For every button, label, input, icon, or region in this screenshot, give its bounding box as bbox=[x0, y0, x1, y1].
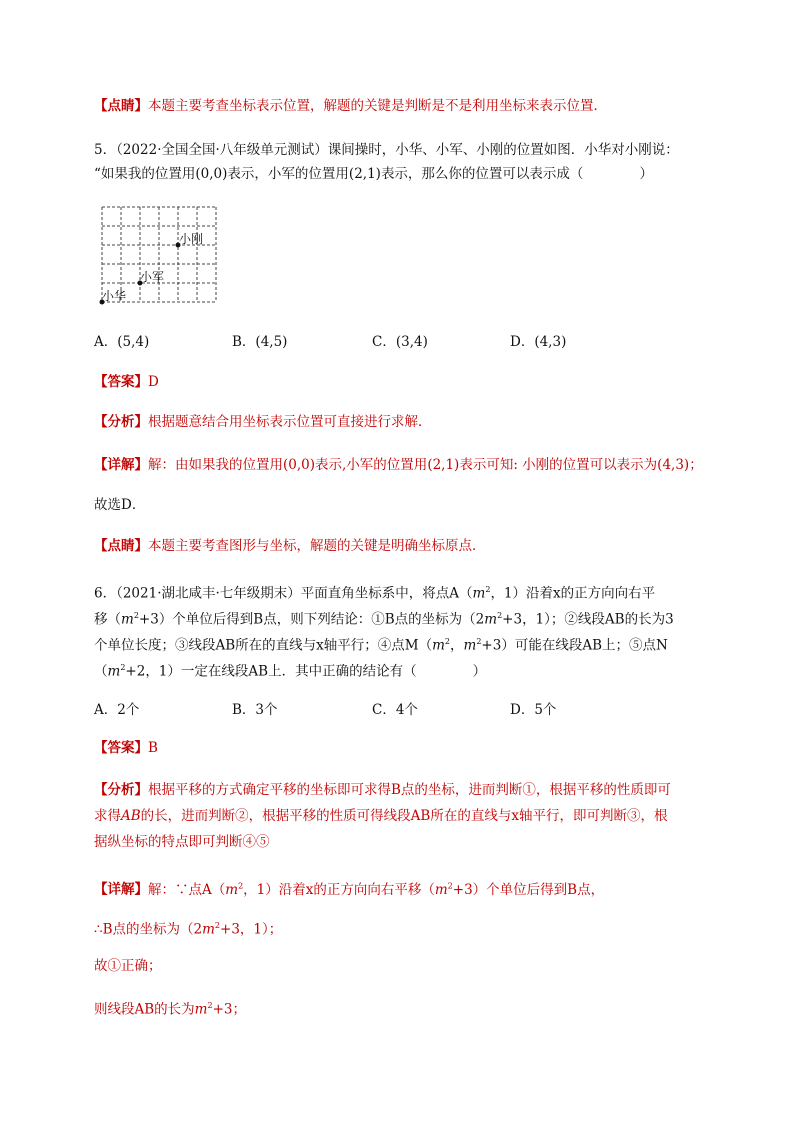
xiaojun-label: 小军 bbox=[140, 270, 165, 284]
q6-stem-line4: （$m^2+2$，1）一定在线段AB上．其中正确的结论有（ ） bbox=[94, 663, 487, 680]
q6-answer-line: 【答案】B bbox=[94, 740, 158, 756]
q6-analysis-line2: 求得AB的长，进而判断②，根据平移的性质可得线段AB所在的直线与x轴平行，即可判断③，根 bbox=[94, 808, 668, 824]
top-dianjing-line bbox=[94, 96, 607, 116]
q6-option-c: C．4个 bbox=[372, 702, 418, 718]
q6-analysis-line1: 【分析】根据平移的方式确定平移的坐标即可求得B点的坐标，进而判断①，根据平移的性质即可 bbox=[94, 782, 671, 798]
q5-answer-line: 【答案】D bbox=[94, 374, 159, 390]
q6-stem-line2: 移$(m^2+3)$个单位后得到B点，则下列结论：①B点的坐标为（$2m^2+3$，1）；②线段AB的长为3 bbox=[94, 611, 674, 628]
q5-option-c: C．(3,4) bbox=[372, 334, 428, 350]
coord-00: (0,0) bbox=[195, 166, 228, 182]
q5-conclusion: 故选D． bbox=[94, 497, 146, 513]
q6-detail-line2: ∴B点的坐标为（$2m^2+3$，1）； bbox=[94, 921, 283, 938]
q5-detail-line: 【详解】解：由如果我的位置用(0,0)表示,小军的位置用(2,1)表示可知: 小刚的位置可以表示为(4,3)； bbox=[94, 457, 703, 473]
q6-option-b: B．3个 bbox=[232, 702, 278, 718]
position-grid-figure bbox=[98, 205, 222, 309]
q5-stem-line2: “如果我的位置用(0,0)表示，小军的位置用(2,1)表示，那么你的位置可以表示成（ ） bbox=[94, 166, 653, 182]
q6-stem-line3: 个单位长度；③线段AB所在的直线与x轴平行；④点$M(m^2$，$m^2+3$）可能在线段AB上；⑤点N bbox=[94, 637, 668, 654]
q6-option-a: A．2个 bbox=[94, 702, 140, 718]
q6-stem-line1: 6．（2021·湖北咸丰·七年级期末）平面直角坐标系中，将点$A(m^2$，1）沿着x的正方向向右平 bbox=[94, 585, 656, 602]
q6-detail-line4: 则线段AB的长为$m^2+3$； bbox=[94, 1001, 246, 1018]
q5-option-b: B．(4,5) bbox=[232, 334, 288, 350]
xiaohua-label: 小华 bbox=[102, 289, 127, 303]
xiaogang-label: 小刚 bbox=[179, 232, 204, 246]
dianjing-tag: 【点睛】 bbox=[94, 98, 148, 114]
q6-analysis-line3: 据纵坐标的特点即可判断④⑤ bbox=[94, 834, 270, 850]
q5-stem-line1: 5．（2022·全国全国·八年级单元测试）课间操时，小华、小军、小刚的位置如图．小华对小刚说： bbox=[94, 142, 679, 158]
coord-21: (2,1) bbox=[348, 166, 381, 182]
dianjing-text: 本题主要考查坐标表示位置，解题的关键是判断是不是利用坐标来表示位置． bbox=[148, 98, 607, 114]
q6-option-d: D．5个 bbox=[510, 702, 557, 718]
q5-dianjing-line: 【点睛】本题主要考查图形与坐标，解题的关键是明确坐标原点． bbox=[94, 538, 486, 554]
q6-detail-line1: 【详解】解：∵点$A(m^2$，1）沿着x的正方向向右平移$(m^2+3)$个单位后得到B点， bbox=[94, 881, 605, 898]
q5-answer: D bbox=[148, 374, 159, 390]
q6-detail-line3: 故①正确； bbox=[94, 958, 162, 974]
q5-analysis-line: 【分析】根据题意结合用坐标表示位置可直接进行求解． bbox=[94, 414, 432, 430]
q6-answer: B bbox=[148, 740, 158, 756]
q5-option-d: D．(4,3) bbox=[510, 334, 567, 350]
q5-option-a: A．(5,4) bbox=[94, 334, 150, 350]
